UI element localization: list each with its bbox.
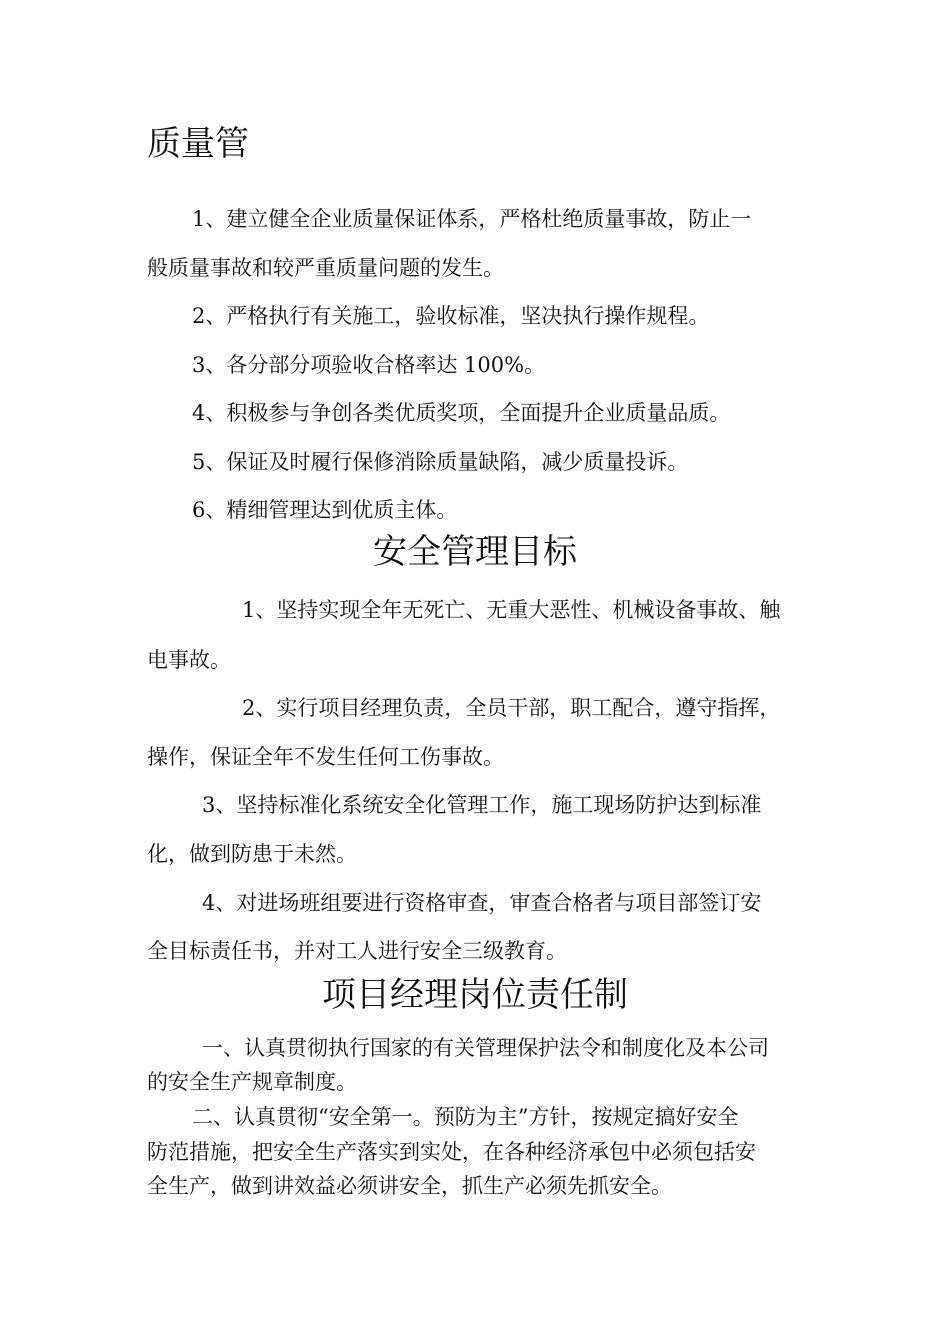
safety-item-3-line-2: 化，做到防患于未然。 xyxy=(147,842,357,866)
pm-item-2-line-1: 二、认真贯彻“安全第一。预防为主”方针，按规定搞好安全 xyxy=(192,1105,739,1129)
safety-heading: 安全管理目标 xyxy=(373,532,577,572)
quality-item-3: 3、各分部分项验收合格率达 100%。 xyxy=(192,353,546,377)
pm-item-2-line-2: 防范措施，把安全生产落实到实处，在各种经济承包中必须包括安 xyxy=(147,1140,756,1164)
quality-item-4: 4、积极参与争创各类优质奖项，全面提升企业质量品质。 xyxy=(192,401,731,425)
pm-item-1-line-1: 一、认真贯彻执行国家的有关管理保护法令和制度化及本公司 xyxy=(202,1036,769,1060)
safety-item-4-line-2: 全目标责任书，并对工人进行安全三级教育。 xyxy=(147,939,567,963)
safety-item-1-line-1: 1、坚持实现全年无死亡、无重大恶性、机械设备事故、触 xyxy=(242,598,781,622)
quality-item-1-line-1: 1、建立健全企业质量保证体系，严格杜绝质量事故，防止一 xyxy=(192,207,752,231)
safety-item-2-line-1: 2、实行项目经理负责，全员干部，职工配合，遵守指挥， xyxy=(242,696,781,720)
safety-item-1-line-2: 电事故。 xyxy=(147,648,231,672)
safety-item-4-line-1: 4、对进场班组要进行资格审查，审查合格者与项目部签订安 xyxy=(202,891,762,915)
quality-item-6: 6、精细管理达到优质主体。 xyxy=(192,498,458,522)
pm-item-2-line-3: 全生产，做到讲效益必须讲安全，抓生产必须先抓安全。 xyxy=(147,1174,672,1198)
quality-item-5: 5、保证及时履行保修消除质量缺陷，减少质量投诉。 xyxy=(192,450,689,474)
quality-heading: 质量管 xyxy=(147,124,249,164)
pm-heading: 项目经理岗位责任制 xyxy=(322,975,628,1015)
safety-item-2-line-2: 操作，保证全年不发生任何工伤事故。 xyxy=(147,745,504,769)
safety-item-3-line-1: 3、坚持标准化系统安全化管理工作，施工现场防护达到标准 xyxy=(202,793,762,817)
quality-item-1-line-2: 般质量事故和较严重质量问题的发生。 xyxy=(147,256,504,280)
pm-item-1-line-2: 的安全生产规章制度。 xyxy=(147,1070,357,1094)
quality-item-2: 2、严格执行有关施工，验收标准，坚决执行操作规程。 xyxy=(192,304,710,328)
